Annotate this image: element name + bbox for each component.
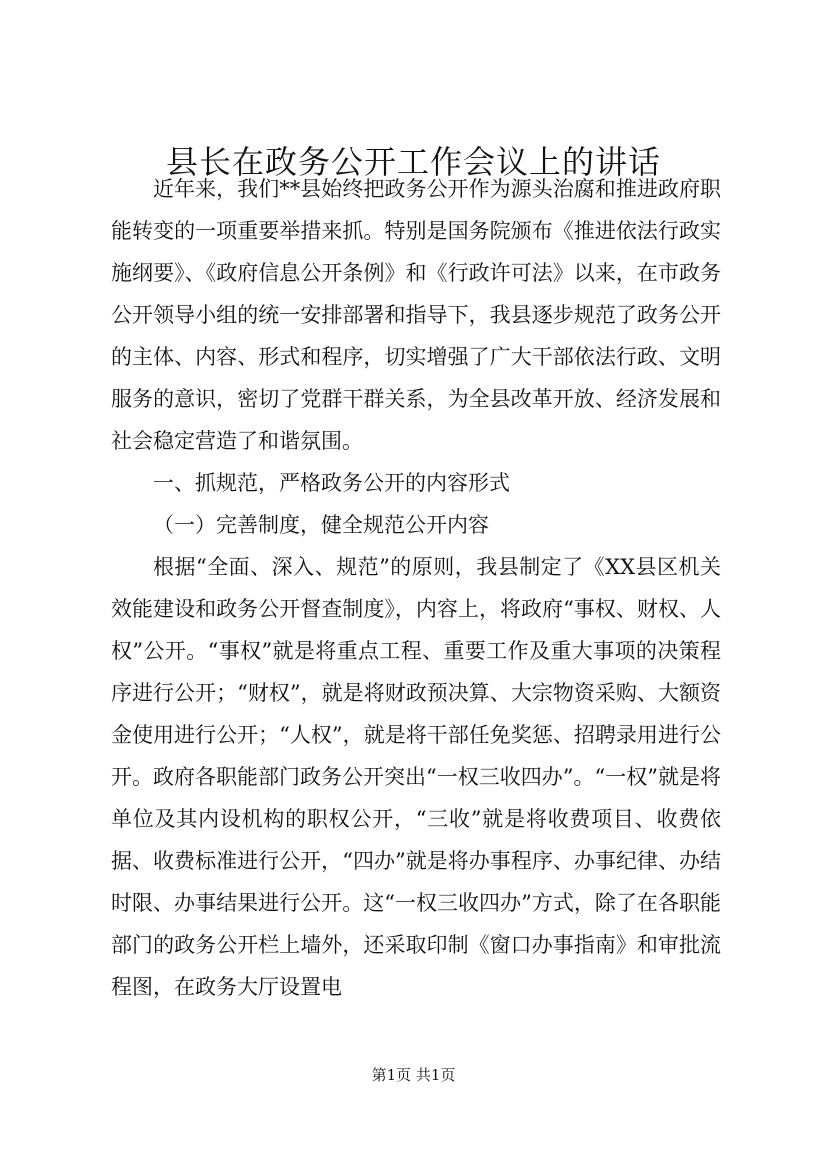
page-footer: 第1页 共1页: [371, 1066, 456, 1084]
subsection-heading: （一）完善制度，健全规范公开内容: [153, 513, 489, 537]
intro-paragraph: 近年来，我们**县始终把政务公开作为源头治腐和推进政府职能转变的一项重要举措来抓。特别是国务院颁布《推进依法行政实施纲要》、《政府信息公开条例》和《行政许可法》以来，在市政务公开领导小组的统一安排部署和指导下，我县逐步规范了政务公开的主体、内容、形式和程序，切实增强了广大干部依法行政、文明服务的意识，密切了党群干群关系，为全县改革开放、经济发展和社会稳定营造了和谐氛围。: [111, 177, 721, 453]
section-heading: 一、抓规范，严格政务公开的内容形式: [153, 471, 510, 495]
document-body: [111, 168, 721, 1008]
document-title: 县长在政务公开工作会议上的讲话: [165, 143, 661, 181]
body-paragraph: 根据“全面、深入、规范”的原则，我县制定了《XX县区机关效能建设和政务公开督查制度》，内容上，将政府“事权、财权、人权”公开。“事权”就是将重点工程、重要工作及重大事项的决策程序进行公开；“财权”，就是将财政预决算、大宗物资采购、大额资金使用进行公开；“人权”，就是将干部任免奖惩、招聘录用进行公开。政府各职能部门政务公开突出“一权三收四办”。“一权”就是将单位及其内设机构的职权公开，“三收”就是将收费项目、收费依据、收费标准进行公开，“四办”就是将办事程序、办事纪律、办结时限、办事结果进行公开。这“一权三收四办”方式，除了在各职能部门的政务公开栏上墙外，还采取印制《窗口办事指南》和审批流程图，在政务大厅设置电: [111, 555, 721, 999]
